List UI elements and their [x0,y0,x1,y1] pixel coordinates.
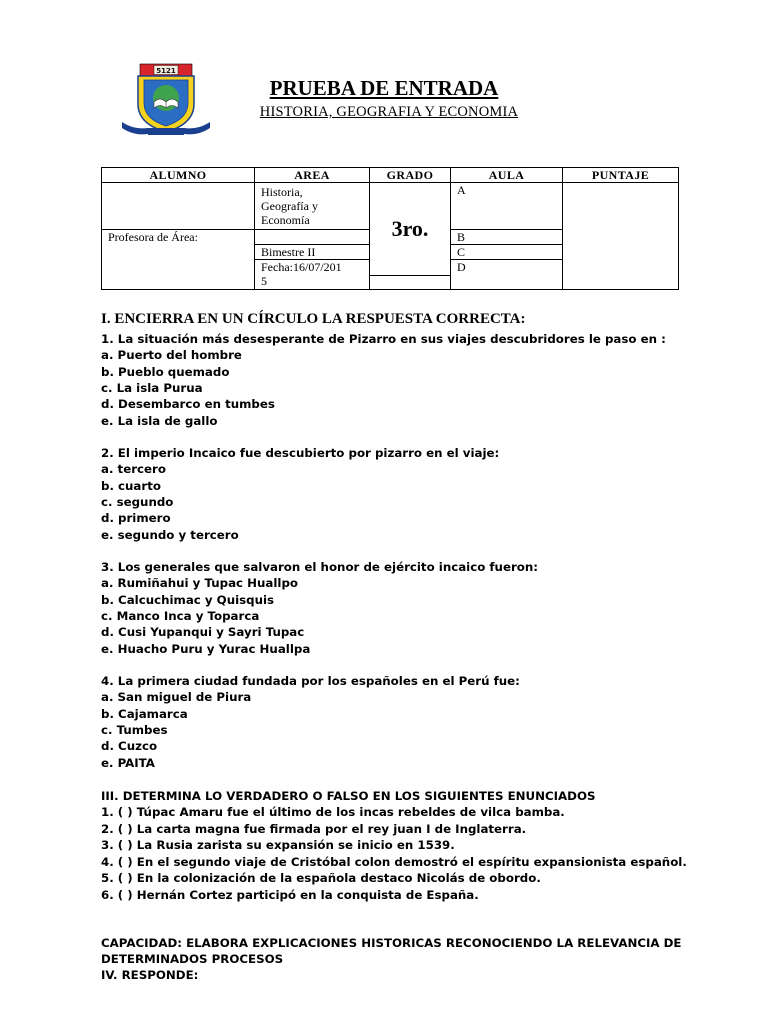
header-grado: GRADO [370,168,451,183]
answer-option[interactable]: b. Calcuchimac y Quisquis [101,592,275,607]
answer-option[interactable]: e. La isla de gallo [101,413,218,428]
fecha-line: Fecha:16/07/201 [261,260,342,274]
crest-number: 5121 [156,67,176,75]
school-crest-icon [118,62,214,142]
answer-option[interactable]: e. PAITA [101,755,155,770]
bimestre-cell: Bimestre II [255,245,370,260]
answer-option[interactable]: b. Pueblo quemado [101,364,230,379]
answer-option[interactable]: d. primero [101,511,171,526]
puntaje-cell[interactable] [563,183,679,290]
answer-option[interactable]: e. segundo y tercero [101,527,239,542]
aula-d-cell: D [451,260,563,290]
profesora-label: Profesora de Área: [108,230,198,244]
answer-option[interactable]: c. Tumbes [101,722,168,737]
capacidad-line-1: CAPACIDAD: ELABORA EXPLICACIONES HISTORICAS RECONOCIENDO LA RELEVANCIA DE [101,936,682,950]
answer-option[interactable]: a. San miguel de Piura [101,690,252,705]
answer-option[interactable]: c. segundo [101,494,174,509]
grado-blank-cell [370,276,451,290]
header-area: AREA [255,168,370,183]
section-4-heading: IV. RESPONDE: [101,968,199,982]
table-header-row [102,168,679,183]
question-text: 3. Los generales que salvaron el honor de ejército incaico fueron: [101,560,538,574]
true-false-item[interactable]: 5. ( ) En la colonización de la española destaco Nicolás de obordo. [101,871,541,885]
fecha-cell [255,260,370,290]
answer-option[interactable]: c. La isla Purua [101,380,203,395]
question-text: 1. La situación más desesperante de Pizarro en sus viajes descubridores le paso en : [101,332,666,346]
section-3-heading: III. DETERMINA LO VERDADERO O FALSO EN LOS SIGUIENTES ENUNCIADOS [101,789,596,803]
question-text: 2. El imperio Incaico fue descubierto por pizarro en el viaje: [101,446,500,460]
answer-option[interactable]: d. Desembarco en tumbes [101,397,275,412]
area-cell [255,183,370,230]
answer-option[interactable]: b. cuarto [101,478,161,493]
true-false-item[interactable]: 6. ( ) Hernán Cortez participó en la conquista de España. [101,887,479,902]
header-alumno: ALUMNO [102,168,255,183]
answer-option[interactable]: a. Rumiñahui y Tupac Huallpo [101,576,298,591]
question-text: 4. La primera ciudad fundada por los españoles en el Perú fue: [101,674,520,688]
section-1-heading: I. ENCIERRA EN UN CÍRCULO LA RESPUESTA CORRECTA: [101,311,526,327]
true-false-item[interactable]: 4. ( ) En el segundo viaje de Cristóbal colon demostró el espíritu expansionista español. [101,854,687,869]
answer-option[interactable]: a. tercero [101,462,166,477]
fecha-line: 5 [261,274,267,288]
area-blank-cell [255,230,370,245]
true-false-item[interactable]: 3. ( ) La Rusia zarista su expansión se inicio en 1539. [101,838,455,852]
answer-option[interactable]: c. Manco Inca y Toparca [101,608,260,623]
aula-a-cell: A [451,183,563,230]
true-false-item[interactable]: 1. ( ) Túpac Amaru fue el último de los incas rebeldes de vilca bamba. [101,805,565,819]
area-line: Economía [261,213,310,227]
answer-option[interactable]: b. Cajamarca [101,706,188,721]
aula-b-cell: B [451,230,563,245]
answer-option[interactable]: e. Huacho Puru y Yurac Huallpa [101,641,311,656]
page-title: PRUEBA DE ENTRADA [269,76,499,100]
header-puntaje: PUNTAJE [563,168,679,183]
profesora-cell [102,230,255,290]
grado-cell: 3ro. [370,183,451,276]
student-info-table [101,167,679,290]
answer-option[interactable]: a. Puerto del hombre [101,348,242,363]
area-line: Historia, [261,185,303,199]
answer-option[interactable]: d. Cusi Yupanqui y Sayri Tupac [101,625,305,640]
aula-c-cell: C [451,245,563,260]
page-subtitle: HISTORIA, GEOGRAFIA Y ECONOMIA [259,104,519,120]
true-false-item[interactable]: 2. ( ) La carta magna fue firmada por el rey juan I de Inglaterra. [101,821,527,836]
header-aula: AULA [451,168,563,183]
area-line: Geografía y [261,199,318,213]
capacidad-line-2: DETERMINADOS PROCESOS [101,952,284,966]
alumno-cell[interactable] [102,183,255,230]
answer-option[interactable]: d. Cuzco [101,739,158,754]
